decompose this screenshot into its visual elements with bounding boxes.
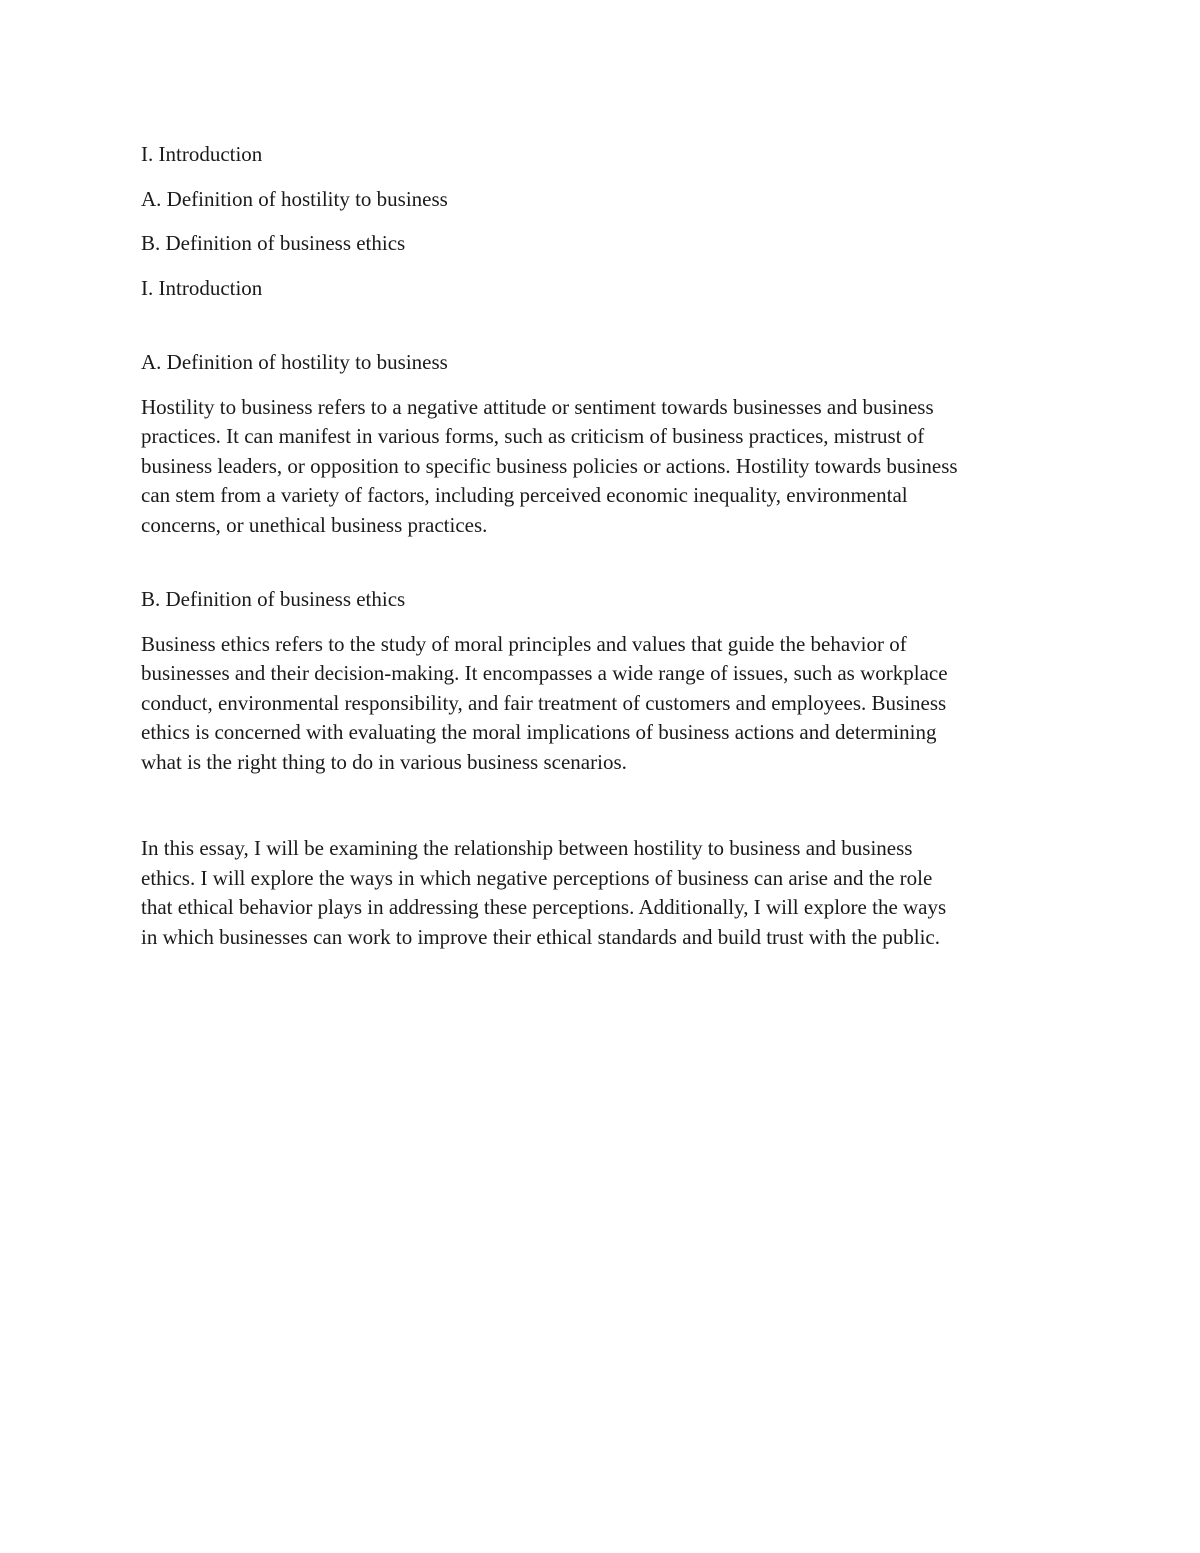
spacer [141, 318, 1071, 348]
paragraph-line: that ethical behavior plays in addressing these perceptions. Additionally, I will explore the ways [141, 895, 947, 919]
outline-item-3: B. Definition of business ethics [141, 231, 406, 255]
section-b-paragraph [141, 630, 1071, 778]
section-a-paragraph [141, 393, 1071, 541]
paragraph-line: Hostility to business refers to a negative attitude or sentiment towards businesses and business [141, 394, 934, 419]
section-b-heading: B. Definition of business ethics [141, 587, 406, 611]
spacer [141, 555, 1071, 585]
section-a-heading: A. Definition of hostility to business [141, 350, 448, 374]
paragraph-line: ethics is concerned with evaluating the moral implications of business actions and determining [141, 720, 937, 744]
paragraph-line: In this essay, I will be examining the relationship between hostility to business and business [141, 836, 913, 860]
outline-item-4: I. Introduction [141, 275, 263, 300]
paragraph-line: concerns, or unethical business practices. [141, 512, 488, 537]
paragraph-line: practices. It can manifest in various forms, such as criticism of business practices, mistrust of [141, 424, 925, 448]
paragraph-line: in which businesses can work to improve their ethical standards and build trust with the public. [141, 924, 941, 949]
outline-item-1: I. Introduction [141, 142, 263, 166]
spacer [141, 792, 1071, 822]
paragraph-line: business leaders, or opposition to specific business policies or actions. Hostility towards business [141, 453, 958, 478]
document-body [141, 140, 1071, 967]
paragraph-line: ethics. I will explore the ways in which negative perceptions of business can arise and the role [141, 865, 933, 890]
paragraph-line: conduct, environmental responsibility, and fair treatment of customers and employees. Business [141, 690, 947, 715]
paragraph-line: what is the right thing to do in various business scenarios. [141, 749, 627, 774]
outline-item-2: A. Definition of hostility to business [141, 186, 448, 211]
paragraph-line: businesses and their decision-making. It encompasses a wide range of issues, such as workplace [141, 661, 948, 685]
spacer [141, 822, 1071, 834]
paragraph-line: Business ethics refers to the study of moral principles and values that guide the behavior of [141, 631, 907, 656]
essay-intro-paragraph [141, 834, 1071, 952]
paragraph-line: can stem from a variety of factors, including perceived economic inequality, environmental [141, 483, 908, 507]
